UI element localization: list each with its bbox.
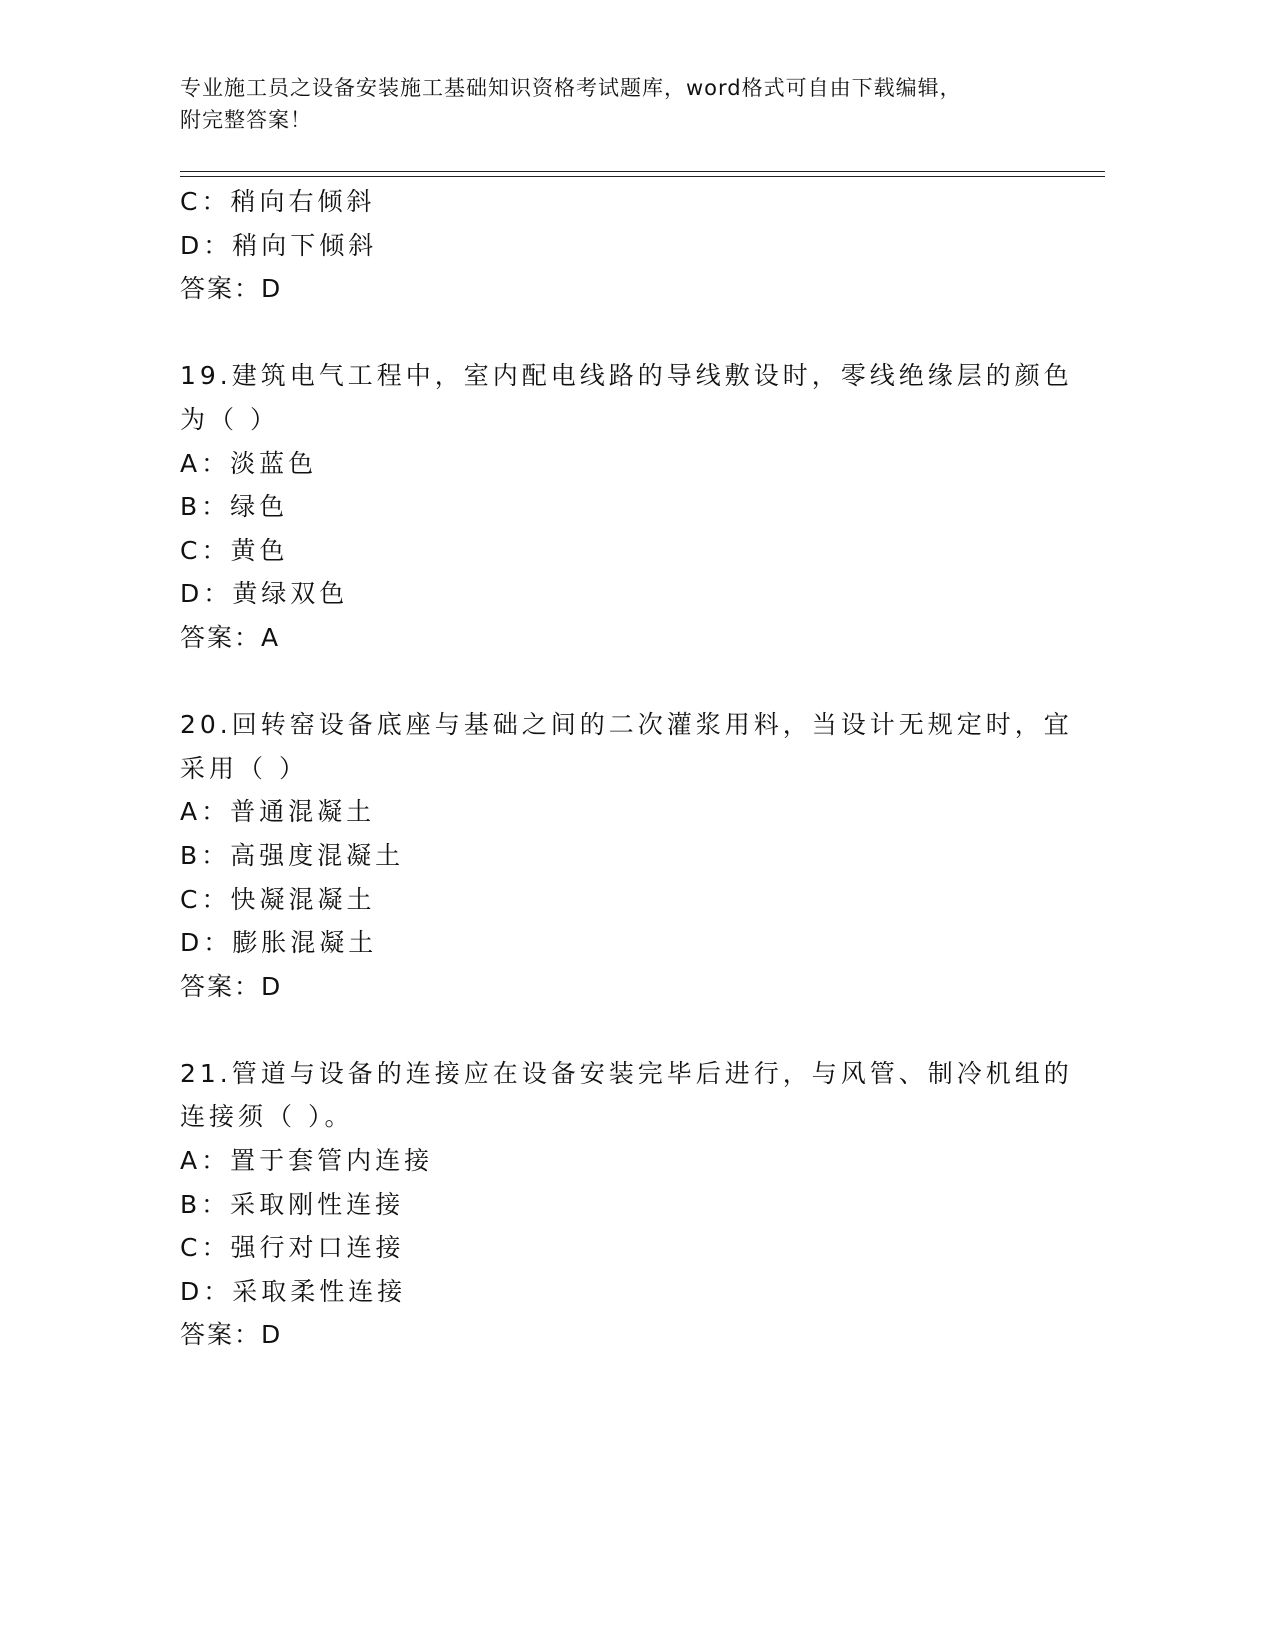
option-d [180,572,1060,616]
question-text-line-1: 19.建筑电气工程中，室内配电线路的导线敷设时，零线绝缘层的颜色 [180,361,1073,391]
option-d [180,1270,1060,1314]
option-letter: A： [180,448,231,478]
option-text: 采取柔性连接 [232,1276,407,1306]
option-a [180,790,1060,834]
question-text-line-2: 为（ ） [180,404,279,434]
answer-line: 答案：D [180,274,283,304]
option-letter: B： [180,1189,231,1219]
question-text-line-1: 20.回转窑设备底座与基础之间的二次灌浆用料，当设计无规定时，宜 [180,710,1073,740]
answer-line: 答案：D [180,1320,283,1350]
option-c [180,1226,1060,1270]
option-text: 采取刚性连接 [230,1189,405,1219]
option-b [180,485,1060,529]
question-text-line-1: 21.管道与设备的连接应在设备安装完毕后进行，与风管、制冷机组的 [180,1058,1073,1088]
spacer [180,311,1060,355]
option-letter: C： [180,535,231,565]
option-text: 高强度混凝土 [230,840,405,870]
option-letter: D： [180,230,233,260]
question-20 [180,703,1073,1008]
header-divider-bottom [180,176,1105,177]
option-a [180,442,1060,486]
option-text: 绿色 [230,492,289,522]
document-header [180,72,1080,136]
answer-line: 答案：A [180,622,281,652]
option-c [180,529,1060,573]
option-letter: D： [180,1276,233,1306]
option-text: 膨胀混凝土 [232,928,378,958]
option-text: 黄绿双色 [232,579,349,609]
option-text: 稍向下倾斜 [232,230,378,260]
spacer [180,660,1060,704]
option-letter: A： [180,1146,231,1176]
option-c [180,878,1060,922]
header-line-2: 附完整答案！ [180,108,312,132]
option-b [180,834,1060,878]
option-letter: C： [180,884,231,914]
option-d [180,224,1060,268]
answer-line: 答案：D [180,971,283,1001]
question-text-line-2: 连接须（ ）。 [180,1102,354,1132]
option-a [180,1139,1060,1183]
spacer [180,1008,1060,1052]
question-content [180,180,1073,1357]
option-c [180,180,1060,224]
option-letter: A： [180,797,231,827]
header-line-1: 专业施工员之设备安装施工基础知识资格考试题库，word格式可自由下载编辑， [180,76,962,100]
option-text: 强行对口连接 [230,1233,405,1263]
option-text: 快凝混凝土 [230,884,376,914]
option-text: 置于套管内连接 [230,1146,434,1176]
option-text: 稍向右倾斜 [230,187,376,216]
option-text: 淡蓝色 [230,448,318,478]
option-letter: D： [180,928,233,958]
option-b [180,1183,1060,1227]
option-letter: C： [180,187,231,216]
option-text: 普通混凝土 [230,797,376,827]
question-text-line-2: 采用（ ） [180,753,308,783]
question-19 [180,354,1073,659]
option-letter: D： [180,579,233,609]
option-d [180,921,1060,965]
option-text: 黄色 [230,535,289,565]
option-letter: B： [180,840,231,870]
question-21 [180,1052,1073,1357]
option-letter: C： [180,1233,231,1263]
option-letter: B： [180,492,231,522]
header-divider-top [180,171,1105,172]
